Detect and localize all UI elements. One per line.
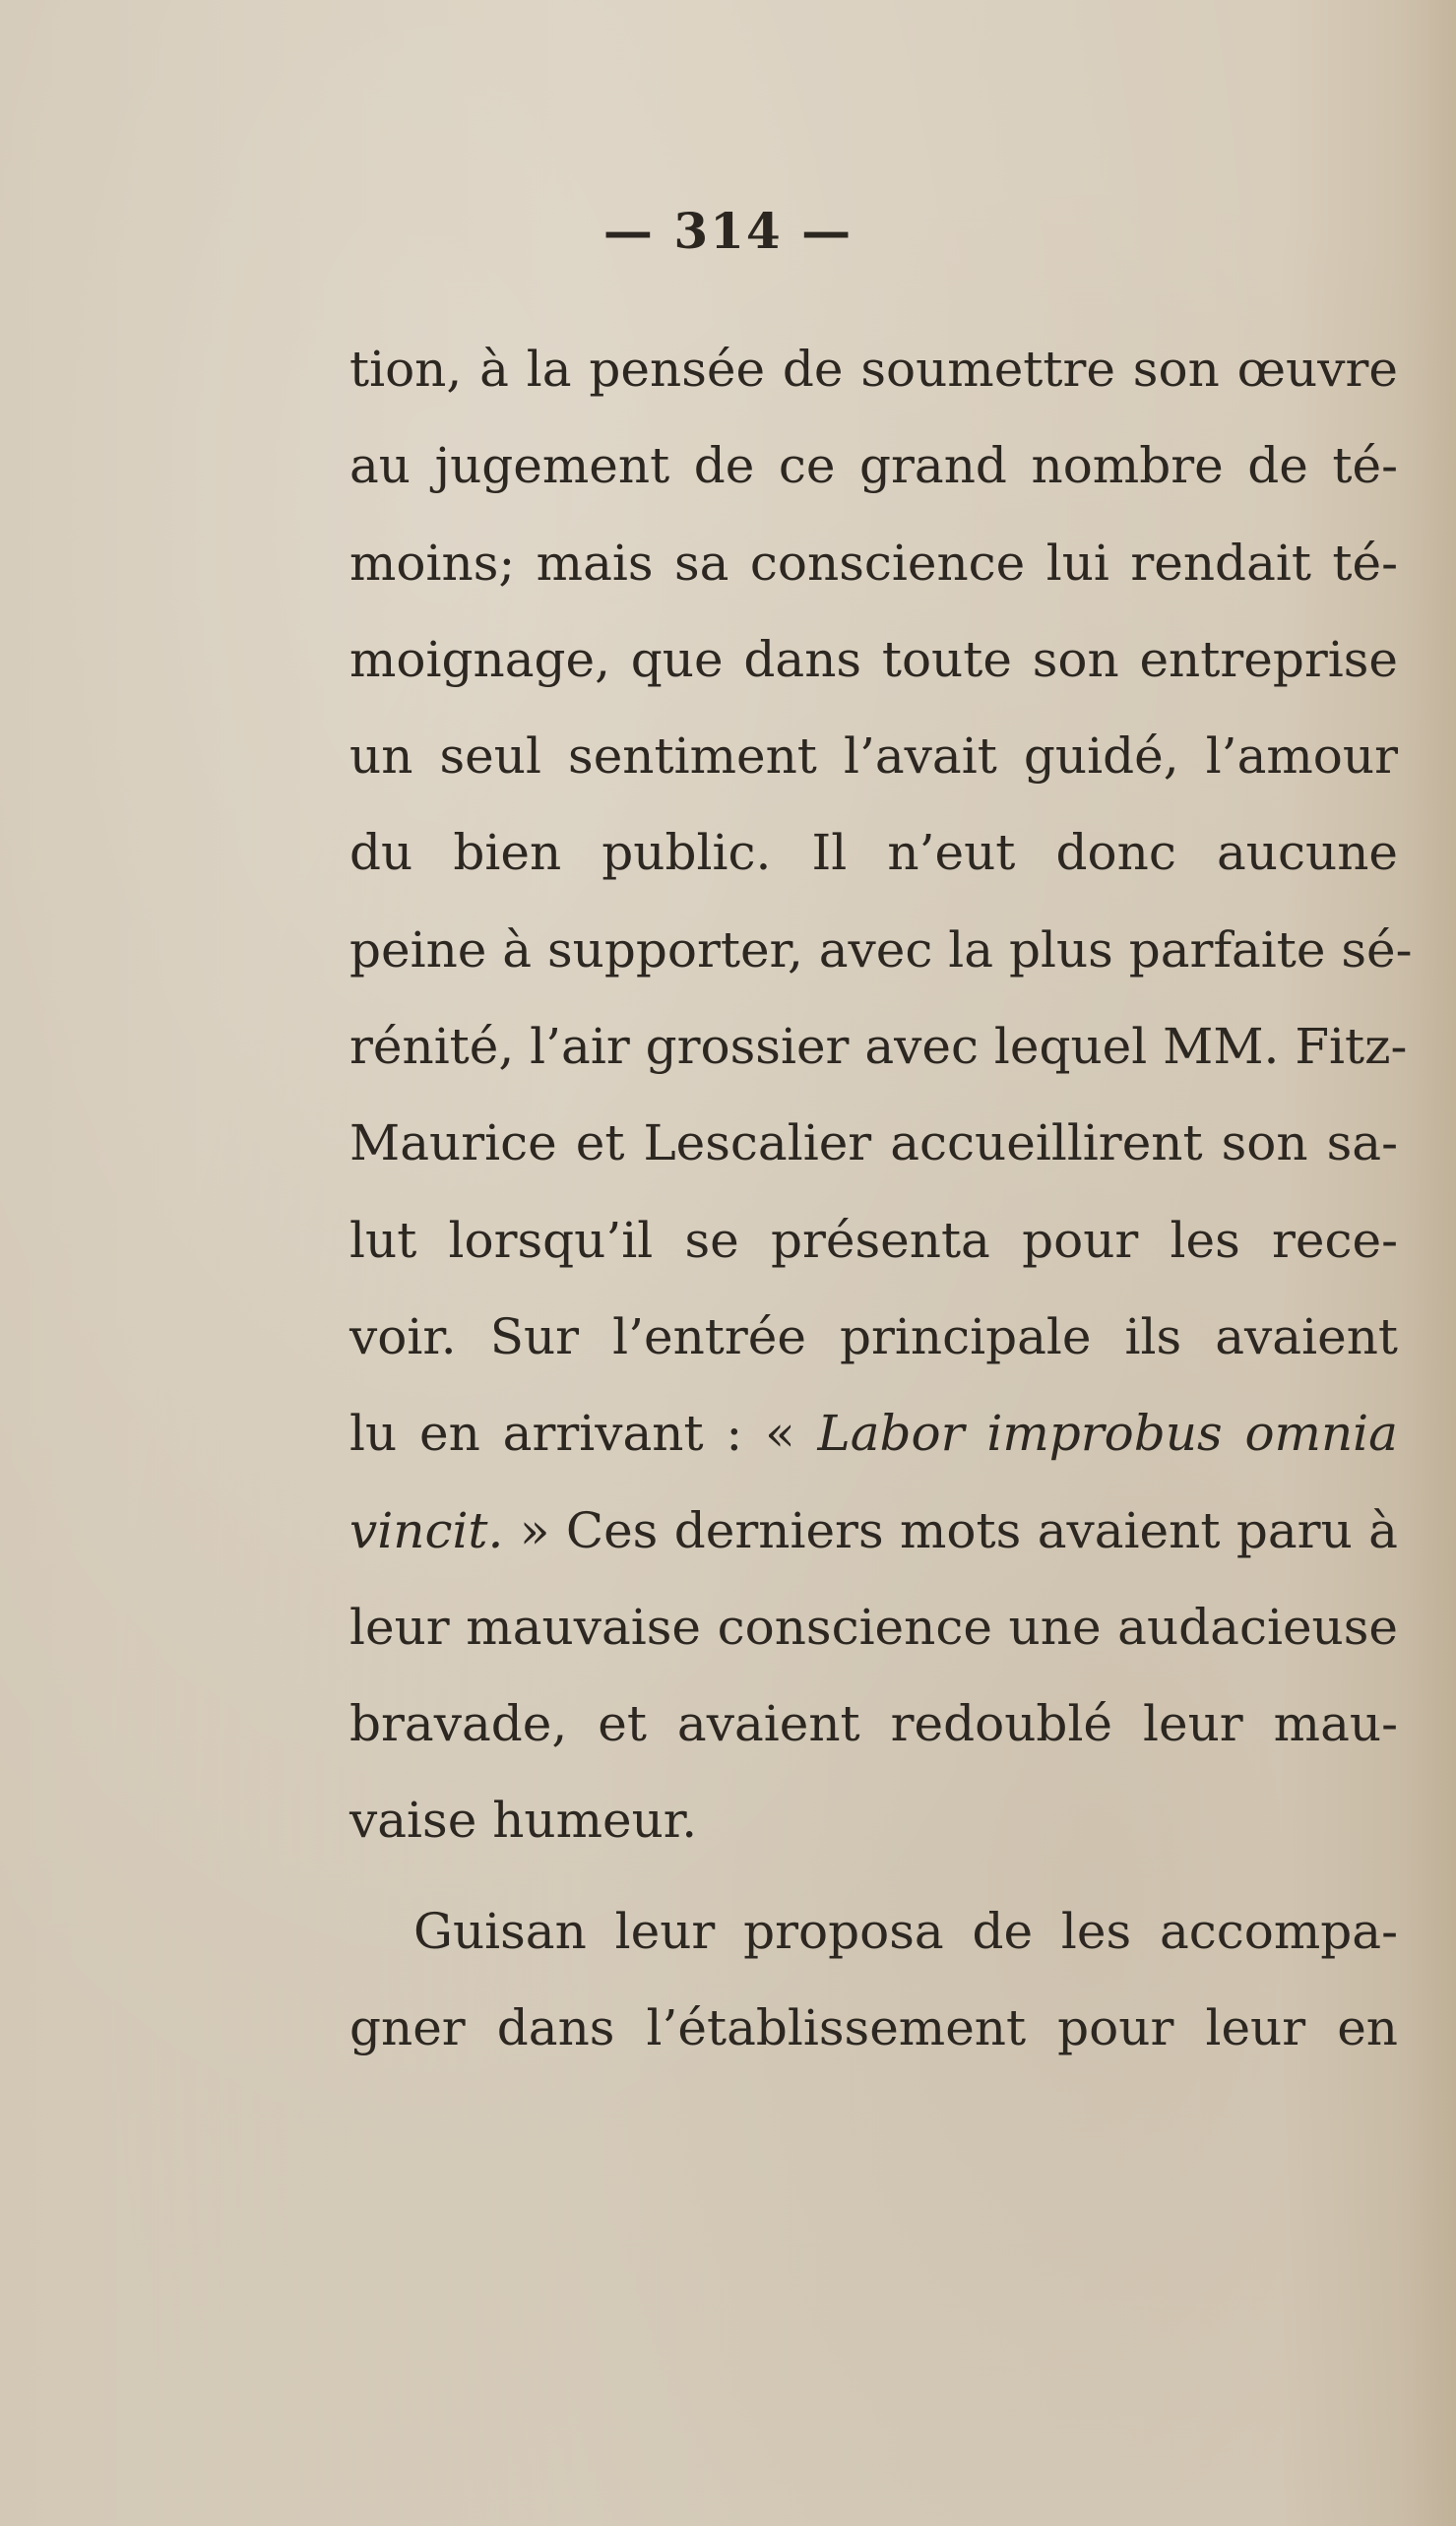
text-line: moins; mais sa conscience lui rendait té- [349, 534, 1398, 592]
text-line: leur mauvaise conscience une audacieuse [349, 1598, 1398, 1656]
page-number: — 314 — [602, 202, 854, 260]
text-line [349, 1385, 1398, 1482]
text-line: tion, à la pensée de soumettre son œuvre [349, 341, 1398, 398]
text-line: bravade, et avaient redoublé leur mau- [349, 1695, 1398, 1753]
text-segment: lu en arrivant : « [349, 1405, 818, 1463]
text-line: rénité, l’air grossier avec lequel MM. Fitz- [349, 1018, 1408, 1076]
text-line: Guisan leur proposa de les accompa- [413, 1902, 1398, 1960]
text-line: gner dans l’établissement pour leur en [349, 1999, 1398, 2057]
page-text [349, 321, 1413, 2076]
text-segment: » Ces derniers mots avaient paru à [503, 1501, 1398, 1559]
text-line: Maurice et Lescalier accueillirent son sa- [349, 1114, 1398, 1172]
text-line: voir. Sur l’entrée principale ils avaient [349, 1307, 1398, 1365]
paragraph-gap [349, 1869, 1398, 1883]
text-line: du bien public. Il n’eut donc aucune [349, 824, 1398, 882]
latin-quote: vincit. [349, 1501, 504, 1559]
text-line: au jugement de ce grand nombre de té- [349, 437, 1398, 495]
latin-quote: Labor improbus omnia [817, 1405, 1398, 1463]
text-line: vaise humeur. [349, 1792, 698, 1850]
text-line: lut lorsqu’il se présenta pour les rece- [349, 1211, 1398, 1269]
text-line: peine à supporter, avec la plus parfaite sé- [349, 920, 1413, 979]
text-line: un seul sentiment l’avait guidé, l’amour [349, 727, 1398, 786]
text-line [349, 1483, 1398, 1579]
text-line: moignage, que dans toute son entreprise [349, 630, 1398, 688]
